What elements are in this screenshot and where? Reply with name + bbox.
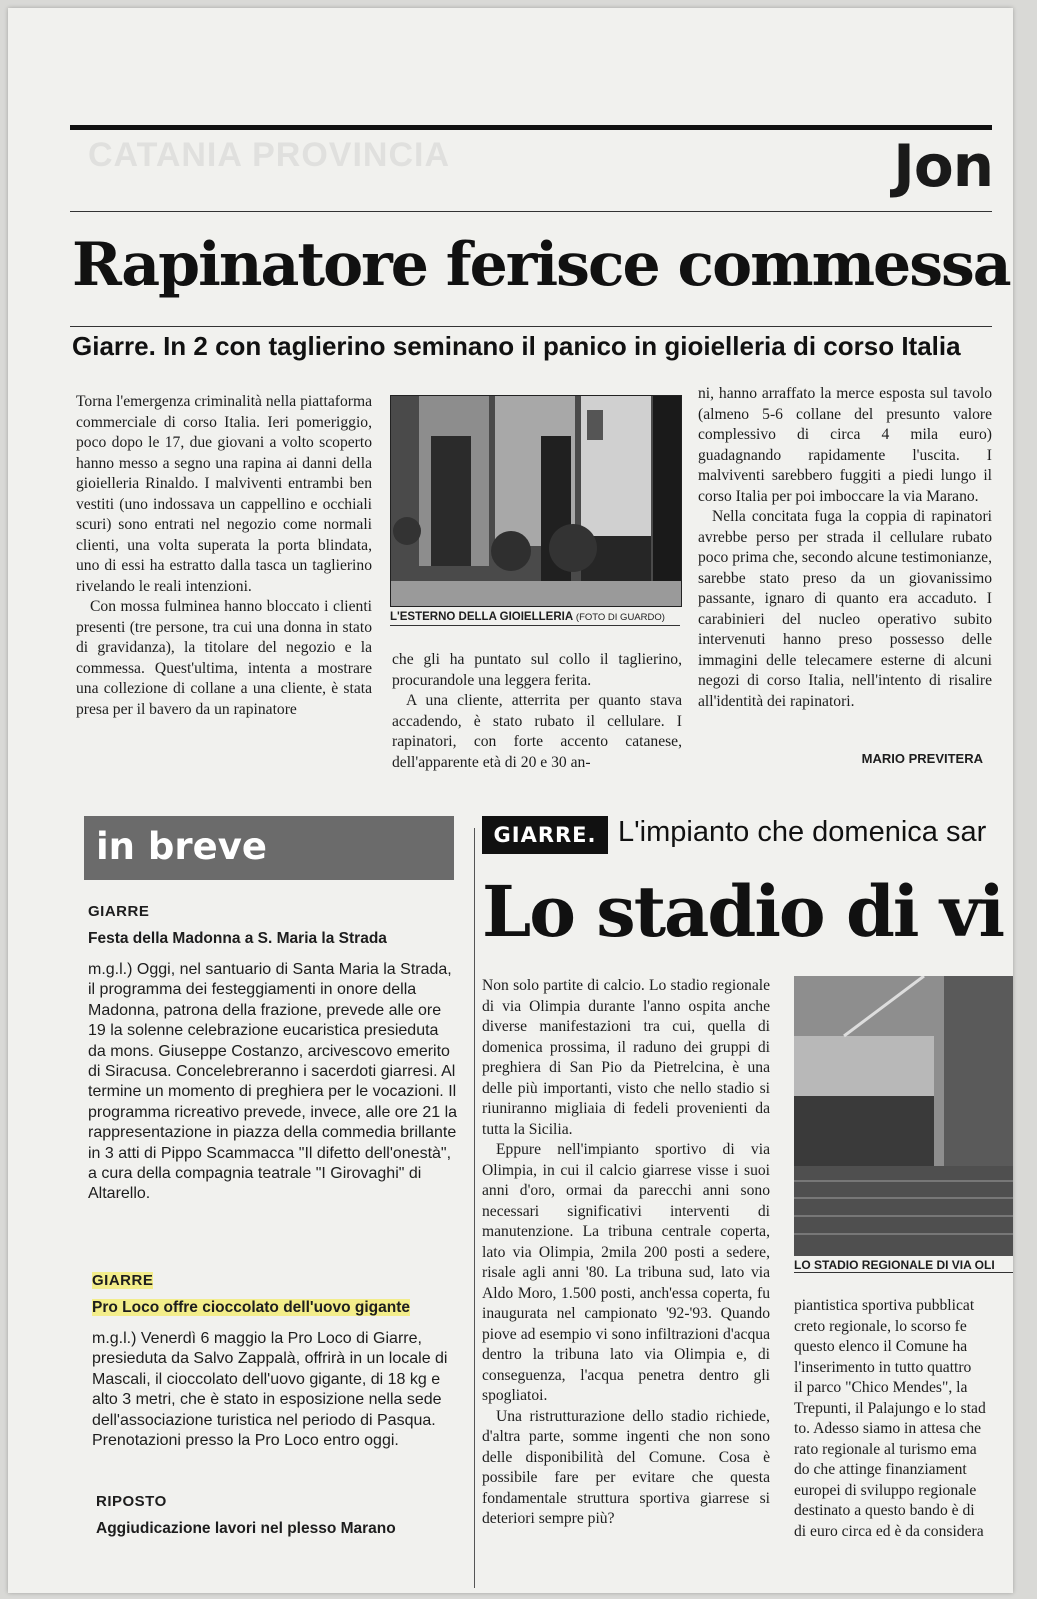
paragraph: Con mossa fulminea hanno bloccato i clienti presenti (tre persone, tra cui una donna in stato di gravidanza), la titolare del negozio e la commessa. Quest'ultima, intenta a mostrare una collezione di collane a una cliente, è stata presa per il bavero da un rapinatore	[76, 598, 372, 718]
article2-kicker-box: GIARRE.	[482, 816, 608, 854]
line: do che attinge finanziament	[794, 1461, 967, 1478]
article-column-1	[76, 392, 372, 720]
article-column-2	[392, 650, 682, 773]
stadium-image	[794, 976, 1013, 1256]
brief-body: m.g.l.) Venerdì 6 maggio la Pro Loco di Giarre, presieduta da Salvo Zappalà, offrirà in un locale di Mascali, il cioccolato dell'uovo gigante, di 18 kg e alto 3 metri, che è stato in esposizione nella sede dell'associazione turistica nel periodo di Pasqua. Prenotazioni presso la Pro Loco entro oggi.	[92, 1330, 448, 1450]
article2-column-1	[482, 976, 770, 1530]
brief-title: Festa della Madonna a S. Maria la Strada	[88, 930, 387, 947]
line: creto regionale, lo scorso fe	[794, 1317, 967, 1335]
article-subheadline	[72, 331, 961, 362]
headline-rule	[70, 326, 992, 327]
brief-body: m.g.l.) Oggi, nel santuario di Santa Maria la Strada, il programma dei festeggiamenti in onore della Madonna, patrona della frazione, prevede alle ore 19 la solenne celebrazione eucaristica presieduta da mons. Giuseppe Costanzo, arcivescovo emerito di Siracusa. Concelebreranno i sacerdoti giarresi. Al termine un momento di preghiera per le vocazioni. Il programma ricreativo prevede, invece, alle ore 21 la rappresentazione in piazza della commedia brillante in 3 atti di Pippo Scammacca "Il difetto dell'onestà", a cura della compagnia teatrale "I Girovaghi" di Altarello.	[88, 961, 458, 1203]
brief-kicker: GIARRE	[88, 903, 150, 920]
brief-item	[88, 903, 458, 1205]
masthead-fragment: Jon	[893, 132, 993, 200]
top-rule	[70, 125, 992, 130]
brief-item	[92, 1272, 462, 1451]
line: piantistica sportiva pubblicat	[794, 1297, 975, 1314]
photo-credit: (FOTO DI GUARDO)	[575, 612, 665, 623]
paragraph: che gli ha puntato sul collo il taglierino, procurandole una leggera ferita.	[392, 651, 682, 689]
brief-item	[96, 1493, 466, 1550]
brief-title: Aggiudicazione lavori nel plesso Marano	[96, 1520, 396, 1537]
header-rule	[70, 211, 992, 212]
brief-title	[92, 1299, 462, 1317]
paragraph: Non solo partite di calcio. Lo stadio regionale di via Olimpia durante l'anno ospita anche diverse manifestazioni tra cui, quella di domenica prossima, il raduno dei gruppi di preghiera di San Pio da Pietrelcina, è una delle più importanti, visto che nello stadio si riuniranno migliaia di fedeli provenienti da tutta la Sicilia.	[482, 977, 770, 1138]
article2-headline: Lo stadio di vi	[482, 870, 1004, 953]
photo-caption	[390, 611, 680, 626]
newspaper-page	[8, 8, 1013, 1593]
line: il parco "Chico Mendes", la	[794, 1379, 968, 1396]
paragraph: Torna l'emergenza criminalità nella piattaforma commerciale di corso Italia. Ieri pomeriggio, poco dopo le 17, due giovani a volto scoperto hanno messo a segno una rapina ai danni della gioielleria Rinaldo. I malviventi entrambi ben vestiti (uno indossava un cappellino e occhiali scuri) sono entrati nel negozio come normali clienti, una volta superata la porta blindata, uno di essi ha estratto dalla tasca un taglierino rivelando le reali intenzioni.	[76, 393, 372, 595]
line: rato regionale al turismo ema	[794, 1440, 977, 1458]
column-divider	[474, 828, 475, 1588]
brief-kicker	[92, 1272, 462, 1289]
stadium-photo	[794, 976, 1013, 1256]
highlighted-kicker: GIARRE	[92, 1272, 154, 1289]
highlighted-title: Pro Loco offre cioccolato dell'uovo gigante	[92, 1299, 411, 1316]
subheadline-text: In 2 con taglierino seminano il panico in gioielleria di corso Italia	[163, 331, 961, 361]
paragraph: Eppure nell'impianto sportivo di via Olimpia, in cui il calcio giarrese visse i suoi anni d'oro, ormai da parecchi anni sono necessari significativi interventi di manutenzione. La tribuna centrale coperta, lato via Olimpia, 2mila 200 posti a sedere, risale agli anni '80. La tribuna sud, lato via Aldo Moro, 1.500 posti, anch'essa coperta, fu inaugurata nel campionato '92-'93. Quando piove ad esempio vi sono infiltrazioni d'acqua dentro la tribuna lato via Olimpia e, di conseguenza, l'acqua penetra dentro gli spogliatoi.	[482, 1141, 770, 1404]
jewelry-store-photo	[390, 395, 682, 607]
paragraph: A una cliente, atterrita per quanto stava accadendo, è stato rubato il cellulare. I rapinatori, con forte accento catanese, dell'apparente età di 20 e 30 an-	[392, 692, 682, 771]
article2-kicker-line: L'impianto che domenica sar	[618, 816, 987, 848]
article-column-3	[698, 384, 992, 712]
line: Trepunti, il Palajungo e lo stad	[794, 1399, 986, 1417]
subheadline-location: Giarre.	[72, 331, 156, 361]
paragraph: Una ristrutturazione dello stadio richiede, d'altra parte, somme ingenti che non sono delle disponibilità del Comune. Cosa è possibile fare per evitare che questa fondamentale struttura sportiva giarrese si deteriori sempre più?	[482, 1407, 770, 1527]
line: to. Adesso siamo in attesa che	[794, 1420, 982, 1437]
brief-kicker: RIPOSTO	[96, 1493, 167, 1510]
line: europei di sviluppo regionale	[794, 1481, 977, 1499]
line: di euro circa ed è da considera	[794, 1522, 984, 1540]
article-headline: Rapinatore ferisce commessa	[72, 230, 1010, 300]
paragraph: ni, hanno arraffato la merce esposta sul tavolo (almeno 5-6 collane del presunto valore complessivo di circa 4 mila euro) guadagnando rapidamente l'uscita. I malviventi sarebbero fuggiti a piedi lungo il corso Italia per poi imboccare la via Marano.	[698, 385, 992, 505]
line: questo elenco il Comune ha	[794, 1338, 968, 1355]
line: l'inserimento in tutto quattro	[794, 1358, 972, 1376]
in-breve-title: in breve	[96, 825, 267, 868]
stadium-photo-caption: LO STADIO REGIONALE DI VIA OLI	[794, 1258, 1013, 1273]
caption-text: L'ESTERNO DELLA GIOIELLERIA	[390, 611, 573, 623]
section-label-ghost: CATANIA PROVINCIA	[88, 136, 451, 174]
paragraph: Nella concitata fuga la coppia di rapinatori avrebbe perso per strada il cellulare rubato poco prima che, secondo alcune testimonianze, sarebbe stato preso da un giovanissimo passante, ignaro di quanto era accaduto. I carabinieri del nucleo operativo subito intervenuti hanno preso possesso delle immagini delle telecamere esterne di alcuni negozi di corso Italia, nell'intento di risalire all'identità dei rapinatori.	[698, 508, 993, 710]
byline: MARIO PREVITERA	[861, 751, 983, 766]
storefront-image	[391, 396, 681, 606]
line: destinato a questo bando è di	[794, 1502, 975, 1519]
article2-column-2	[794, 1296, 1009, 1586]
